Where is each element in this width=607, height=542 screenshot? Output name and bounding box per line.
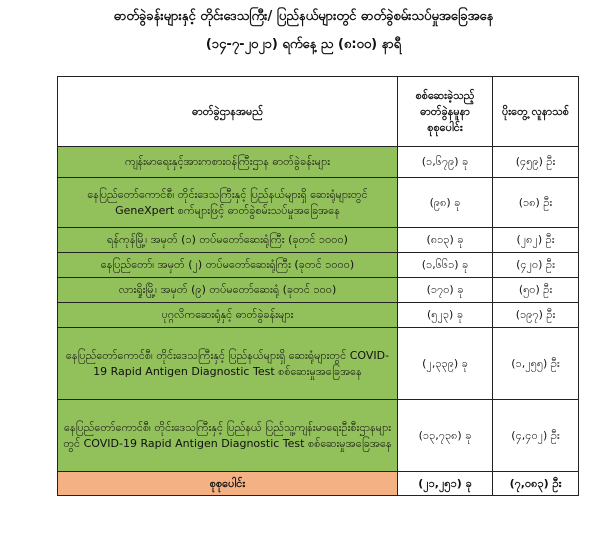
new-cases-cell: (၄,၄၀၂) ဦး [493,400,579,472]
lab-name-cell: နေပြည်တော်ကောင်စီ၊ တိုင်းဒေသကြီးနှင့် ပြည်နယ်များရှိ ဆေးရုံများတွင် GeneXpert စက်များဖြင့် ဓာတ်ခွဲစမ်းသပ်မှုအခြေအနေ [58,178,398,228]
samples-cell: (၁,၆၆၁) ခု [398,253,493,278]
header-lab-name: ဓာတ်ခွဲဌာနအမည် [58,77,398,147]
header-row [58,77,579,147]
new-cases-cell: (၁၉၇) ဦး [493,303,579,328]
new-cases-cell: (၁,၂၅၅) ဦး [493,328,579,400]
lab-name-cell: နေပြည်တော်ကောင်စီ၊ တိုင်းဒေသကြီးနှင့် ပြည်နယ်များရှိ ဆေးရုံများတွင် COVID-19 Rapid Antigen Diagnostic Test စစ်ဆေးမှုအခြေအနေ [58,328,398,400]
lab-name-cell: ပုဂ္ဂလိကဆေးရုံနှင့် ဓာတ်ခွဲခန်းများ [58,303,398,328]
table-row [58,253,579,278]
new-cases-cell: (၄၅၉) ဦး [493,147,579,178]
table-row [58,147,579,178]
new-cases-cell: (၄၂၀) ဦး [493,253,579,278]
samples-cell: (၉၈) ခု [398,178,493,228]
title-line-1: ဓာတ်ခွဲခန်းများနှင့် တိုင်းဒေသကြီး/ ပြည်နယ်များတွင် ဓာတ်ခွဲစမ်းသပ်မှုအခြေအနေ [113,9,494,24]
lab-name-cell: နေပြည်တော်၊ အမှတ် (၂) တပ်မတော်ဆေးရုံကြီး (ခုတင် ၁၀၀၀) [58,253,398,278]
new-cases-cell: (၂၈၂) ဦး [493,228,579,253]
header-samples-total: စစ်ဆေးခဲ့သည့် ဓာတ်ခွဲနမူနာ စုစုပေါင်း [398,77,493,147]
samples-cell: (၁၇၀) ခု [398,278,493,303]
total-new-cases-cell: (၇,၀၈၃) ဦး [493,472,579,496]
table-row [58,400,579,472]
lab-name-cell: ကျန်းမာရေးနှင့်အားကစားဝန်ကြီးဌာန ဓာတ်ခွဲခန်းများ [58,147,398,178]
table-row [58,328,579,400]
lab-name-cell: ရန်ကုန်မြို့၊ အမှတ် (၁) တပ်မတော်ဆေးရုံကြီး (ခုတင် ၁၀၀၀) [58,228,398,253]
total-samples-cell: (၂၁,၂၅၁) ခု [398,472,493,496]
samples-cell: (၁,၆၇၉) ခု [398,147,493,178]
samples-cell: (၂,၃၃၉) ခု [398,328,493,400]
lab-name-cell: လားရှိုးမြို့၊ အမှတ် (၉) တပ်မတော်ဆေးရုံ (ခုတင် ၁၀၀) [58,278,398,303]
table-row [58,303,579,328]
table-row [58,178,579,228]
total-label-cell: စုစုပေါင်း [58,472,398,496]
samples-cell: (၈၁၃) ခု [398,228,493,253]
new-cases-cell: (၁၈) ဦး [493,178,579,228]
table-row [58,228,579,253]
samples-cell: (၁၃,၇၃၈) ခု [398,400,493,472]
title-line-2: (၁၄-၇-၂၀၂၁) ရက်နေ့ ည (၈:၀၀) နာရီ [205,37,402,52]
covid-testing-table [57,76,579,496]
samples-cell: (၅၂၃) ခု [398,303,493,328]
table-row [58,278,579,303]
new-cases-cell: (၅၀) ဦး [493,278,579,303]
header-new-cases: ပိုးတွေ့ လူနာသစ် [493,77,579,147]
total-row [58,472,579,496]
lab-name-cell: နေပြည်တော်ကောင်စီ၊ တိုင်းဒေသကြီးနှင့် ပြည်နယ် ပြည်သူ့ကျန်းမာရေးဦးစီးဌာနများတွင် COVID-19 Rapid Antigen Diagnostic Test စစ်ဆေးမှုအခြေအနေ [58,400,398,472]
